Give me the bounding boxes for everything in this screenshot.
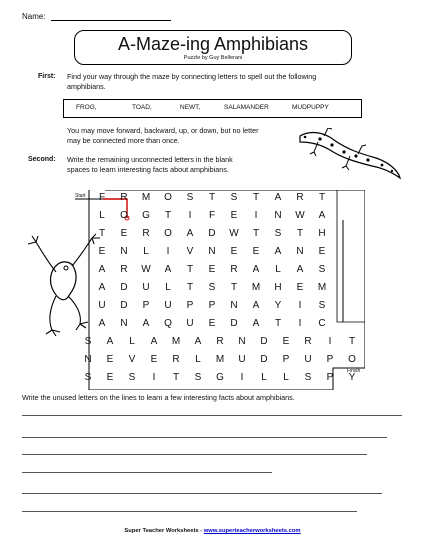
maze-letter: E [106,372,114,383]
maze-letter: T [252,192,260,203]
maze-letter: G [216,372,224,383]
footer-brand: Super Teacher Worksheets [124,528,199,534]
maze-letter: O [120,210,128,221]
maze-letter: E [252,246,260,257]
word-toad: TOAD, [132,104,152,111]
maze-letter: I [240,372,244,383]
word-newt: NEWT, [180,104,201,111]
maze-letter: I [166,246,170,257]
footer: Super Teacher Worksheets - www.superteacherworksheets.com [124,528,301,534]
maze-letter: T [252,228,260,239]
maze-letter: M [141,192,151,203]
maze-letter: T [318,192,326,203]
maze-letter: D [208,228,216,239]
maze-letter: O [348,354,356,365]
maze-letter: P [282,354,290,365]
maze-letter: E [282,336,290,347]
maze-letter: E [318,246,326,257]
maze-letter: R [142,228,150,239]
maze-letter: P [326,354,334,365]
maze-letter: R [120,192,128,203]
maze-letter: F [98,192,106,203]
maze [75,190,365,390]
maze-letter: E [120,228,128,239]
maze-letter: U [142,282,150,293]
word-frog: FROG, [76,104,97,111]
maze-letter: S [194,372,202,383]
maze-letter: V [128,354,136,365]
maze-letter: U [238,354,246,365]
maze-letter: A [252,264,260,275]
maze-letter: T [208,192,216,203]
word-bank [63,99,362,118]
maze-letter: H [318,228,326,239]
maze-letter: W [295,210,305,221]
maze-letter: U [164,300,172,311]
maze-letter: I [188,210,192,221]
maze-letter: L [195,354,201,365]
maze-letter: L [143,246,149,257]
maze-letter: I [298,318,302,329]
maze-letter: A [98,264,106,275]
maze-letter: V [186,246,194,257]
maze-letter: T [186,264,194,275]
title-box [74,30,352,65]
maze-letter: Q [164,318,172,329]
maze-letter: L [99,210,105,221]
maze-letter: F [208,210,216,221]
maze-letter: M [251,282,261,293]
maze-letter: G [142,210,150,221]
maze-letter: A [274,246,282,257]
name-label: Name: [22,12,46,21]
maze-letter: L [283,372,289,383]
maze-letter: P [208,300,216,311]
maze-letter: I [298,300,302,311]
maze-letter: N [296,246,304,257]
answer-line[interactable] [22,454,367,455]
maze-letter: W [229,228,239,239]
maze-letter: N [238,336,246,347]
maze-letter: D [120,282,128,293]
name-line[interactable] [51,12,171,21]
maze-letter: E [208,318,216,329]
maze-letter: T [348,336,356,347]
maze-letter: R [296,192,304,203]
maze-letter: T [274,318,282,329]
maze-letter: L [165,282,171,293]
maze-letter: O [164,192,172,203]
maze-letter: A [318,210,326,221]
maze-letter: E [230,210,238,221]
maze-letter: T [164,210,172,221]
maze-letter: M [317,282,327,293]
second-label: Second: [28,156,56,163]
page-title: A-Maze-ing Amphibians [117,34,309,54]
maze-letter: L [129,336,135,347]
maze-letter: A [98,282,106,293]
maze-letter: T [230,282,238,293]
maze-letter: N [274,210,282,221]
maze-letter: I [254,210,258,221]
maze-letter: A [252,300,260,311]
maze-letter: A [142,318,150,329]
maze-letter: L [275,264,281,275]
maze-letter: D [230,318,238,329]
maze-letter: E [98,246,106,257]
maze-letter: L [261,372,267,383]
maze-letter: R [120,264,128,275]
finish-label: Finish [347,368,361,374]
maze-letter: P [186,300,194,311]
maze-letter: N [120,318,128,329]
maze-letter: O [164,228,172,239]
maze-letter: N [208,246,216,257]
maze-letter: R [216,336,224,347]
maze-letter: R [230,264,238,275]
first-label: First: [38,73,56,80]
answer-line[interactable] [22,437,387,438]
maze-letter: S [274,228,282,239]
maze-letter: Y [348,372,356,383]
maze-letter: N [120,246,128,257]
maze-letter: S [84,336,92,347]
maze-letter: I [328,336,332,347]
move-rules: You may move forward, backward, up, or down, but no letter may be connected more than once. [67,126,259,145]
maze-letter: I [152,372,156,383]
maze-letter: Y [274,300,282,311]
maze-letter: E [150,354,158,365]
salamander-illustration [296,128,406,182]
maze-letter: T [186,282,194,293]
maze-letter: T [296,228,304,239]
maze-letter: E [230,246,238,257]
maze-letter: W [141,264,151,275]
maze-letter: T [172,372,180,383]
maze-letter: S [84,372,92,383]
maze-letter: U [98,300,106,311]
first-instructions: Find your way through the maze by connecting letters to spell out the following amphibians. [67,72,317,91]
maze-letter: S [318,300,326,311]
puzzle-credit: Puzzle by Guy Bellerani [183,55,243,61]
second-instructions: Write the remaining unconnected letters in the blank spaces to learn interesting facts about amphibians. [67,155,233,174]
maze-letter: A [186,228,194,239]
maze-letter: E [106,354,114,365]
maze-letter: S [318,264,326,275]
maze-letter: D [260,336,268,347]
name-field[interactable] [22,12,171,21]
maze-letter: N [84,354,92,365]
maze-letter: S [186,192,194,203]
answer-line[interactable] [22,511,357,512]
start-label: Start [75,193,86,199]
maze-letter: P [326,372,334,383]
bottom-instruction: Write the unused letters on the lines to learn a few interesting facts about amphibians. [22,393,295,402]
maze-letter: D [260,354,268,365]
maze-letter: P [142,300,150,311]
footer-link[interactable]: www.superteacherworksheets.com [203,528,301,534]
maze-letter: A [106,336,114,347]
maze-letter: R [304,336,312,347]
maze-letter: U [186,318,194,329]
maze-letter: S [128,372,136,383]
maze-letter: T [98,228,106,239]
maze-letter: D [120,300,128,311]
maze-letter: S [230,192,238,203]
maze-letter: A [150,336,158,347]
maze-letter: A [296,264,304,275]
answer-line[interactable] [22,472,272,473]
maze-letter: A [164,264,172,275]
maze-letter: C [318,318,326,329]
maze-letter: H [274,282,282,293]
maze-letter: M [215,354,225,365]
maze-letter: A [274,192,282,203]
answer-line[interactable] [22,415,402,416]
maze-letter: E [208,264,216,275]
maze-letter: A [252,318,260,329]
answer-line[interactable] [22,493,382,494]
maze-letter: S [208,282,216,293]
maze-letter: E [296,282,304,293]
maze-letter: R [172,354,180,365]
maze-letter: N [230,300,238,311]
maze-letter: U [304,354,312,365]
word-salamander: SALAMANDER [224,104,269,111]
maze-letter: S [304,372,312,383]
word-mudpuppy: MUDPUPPY [292,104,329,111]
maze-letter: A [98,318,106,329]
maze-letter: A [194,336,202,347]
maze-letter: M [171,336,181,347]
